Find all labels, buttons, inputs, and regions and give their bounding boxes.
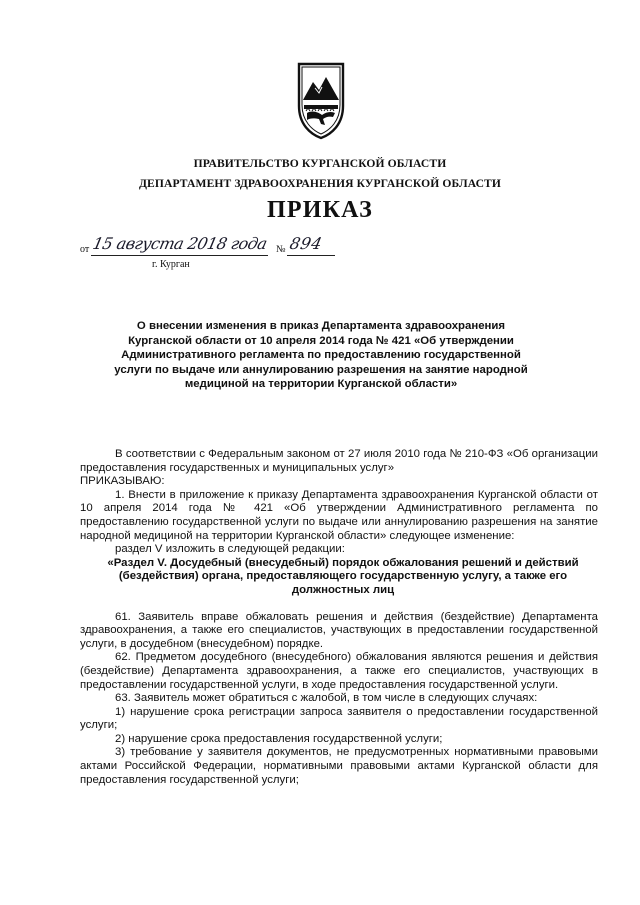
paragraph-63-1: 1) нарушение срока регистрации запроса заявителя о предоставлении государственной услуги;	[80, 705, 598, 732]
date-prefix: от	[80, 244, 90, 255]
paragraph-62: 62. Предметом досудебного (внесудебного) обжалования являются решения и действия (бездействие) Департамента здравоохранения, а также его специалистов, участвующих в предоставлении государственной услуги, в ходе предоставления государственной услуги.	[80, 651, 598, 691]
order-body	[80, 448, 598, 787]
document-type-title: ПРИКАЗ	[266, 197, 373, 223]
section-v-title: «Раздел V. Досудебный (внесудебный) порядок обжалования решений и действий (бездействия) органа, предоставляющего государственную услугу, а также его должностных лиц	[107, 556, 579, 596]
number-underline	[287, 255, 335, 256]
organization-government: ПРАВИТЕЛЬСТВО КУРГАНСКОЙ ОБЛАСТИ	[193, 157, 447, 170]
intro-paragraph: В соответствии с Федеральным законом от 27 июля 2010 года № 210-ФЗ «Об организации предоставления государственных и муниципальных услуг»	[80, 448, 598, 474]
order-word: ПРИКАЗЫВАЮ:	[80, 475, 165, 488]
paragraph-63-3: 3) требование у заявителя документов, не предусмотренных нормативными правовыми актами Российской Федерации, нормативными правовыми актами Курганской области для предоставления государственной услуги;	[80, 746, 598, 786]
city-name: г. Курган	[152, 259, 190, 270]
item-1: 1. Внести в приложение к приказу Департамента здравоохранения Курганской области от 10 апреля 2014 года № 421 «Об утверждении Административного регламента по предоставлению государственной услуги по выдаче или аннулированию разрешения на занятие народной медициной на территории Курганской области» следующее изменение:	[80, 488, 598, 542]
order-subject: О внесении изменения в приказ Департамента здравоохранения Курганской области от 10 апреля 2014 года № 421 «Об утверждении Административного регламента по предоставлению государственной услуги по выдаче или аннулированию разрешения на занятие народной медициной на территории Курганской области»	[114, 320, 528, 391]
coat-of-arms-emblem	[296, 62, 346, 140]
number-sign: №	[276, 244, 286, 255]
handwritten-number: 894	[287, 234, 325, 253]
organization-department: ДЕПАРТАМЕНТ ЗДРАВООХРАНЕНИЯ КУРГАНСКОЙ ОБЛАСТИ	[138, 177, 502, 190]
item-1-sub: раздел V изложить в следующей редакции:	[115, 543, 345, 556]
handwritten-date: 15 августа 2018 года	[90, 234, 269, 253]
date-number-line	[80, 236, 380, 258]
paragraph-63: 63. Заявитель может обратиться с жалобой, в том числе в следующих случаях:	[115, 692, 538, 705]
paragraph-63-2: 2) нарушение срока предоставления государственной услуги;	[115, 732, 443, 745]
paragraph-61: 61. Заявитель вправе обжаловать решения и действия (бездействие) Департамента здравоохранения, а также его специалистов, участвующих в предоставлении государственной услуги, в досудебном (внесудебном) порядке.	[80, 610, 598, 650]
date-underline	[91, 255, 268, 256]
